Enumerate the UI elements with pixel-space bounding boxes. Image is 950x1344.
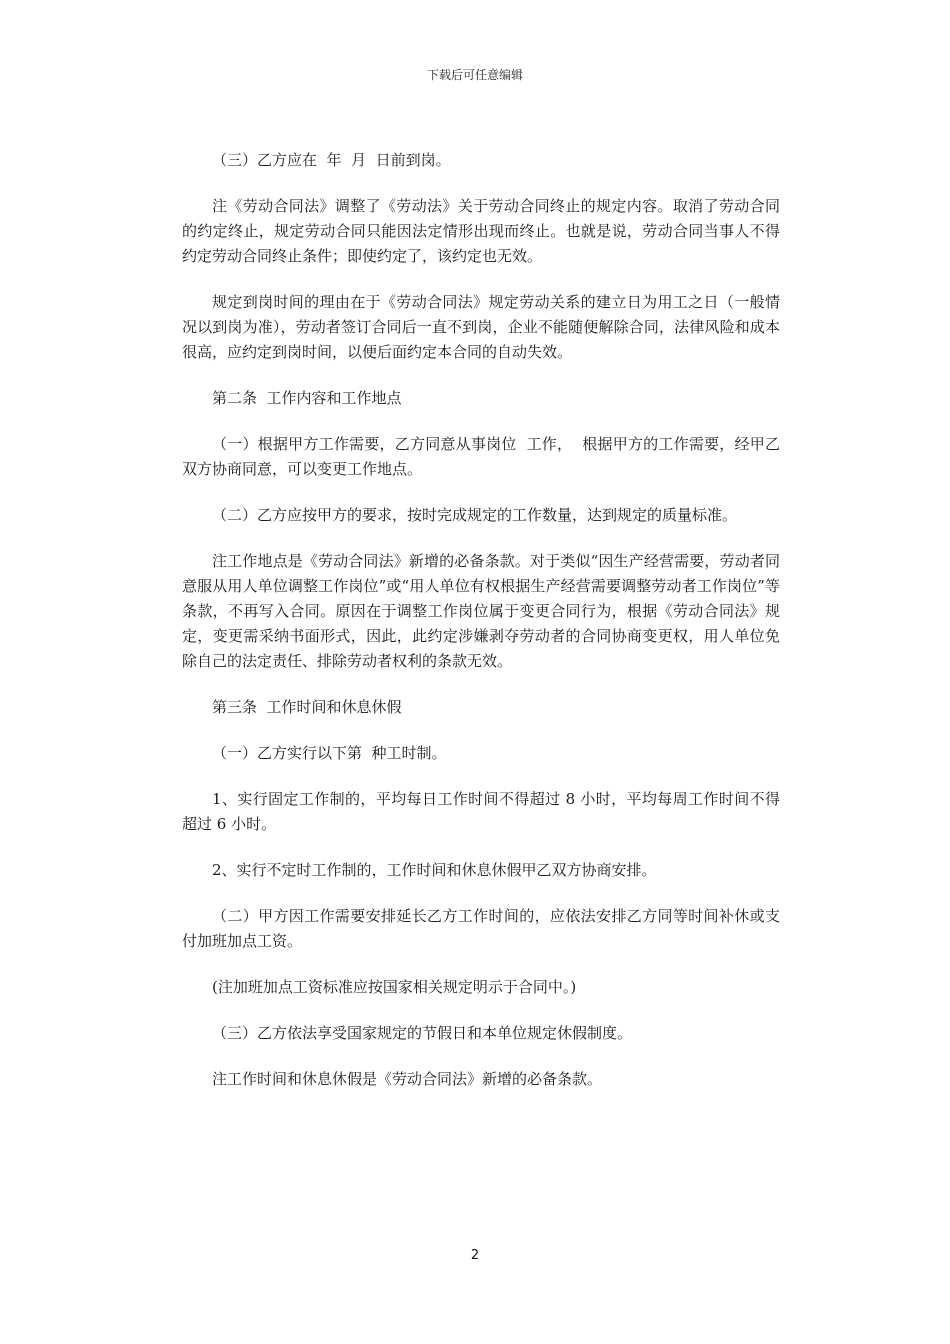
document-body <box>182 148 780 1113</box>
paragraph-note-workplace: 注工作地点是《劳动合同法》新增的必备条款。对于类似“因生产经营需要，劳动者同意服从用人单位调整工作岗位”或“用人单位有权根据生产经营需要调整劳动者工作岗位”等条款，不再写入合同。原因在于调整工作岗位属于变更合同行为，根据《劳动合同法》规定，变更需采纳书面形式，因此，此约定涉嫌剥夺劳动者的合同协商变更权，用人单位免除自己的法定责任、排除劳动者权利的条款无效。 <box>182 552 780 670</box>
paragraph-overtime: （二）甲方因工作需要安排延长乙方工作时间的，应依法安排乙方同等时间补休或支付加班加点工资。 <box>182 907 780 950</box>
paragraph-job-position: （一）根据甲方工作需要，乙方同意从事岗位 工作， 根据甲方的工作需要，经甲乙双方协商同意，可以变更工作地点。 <box>182 435 780 478</box>
paragraph-working-hours-system: （一）乙方实行以下第 种工时制。 <box>212 744 447 762</box>
paragraph-note-termination: 注《劳动合同法》调整了《劳动法》关于劳动合同终止的规定内容。取消了劳动合同的约定终止，规定劳动合同只能因法定情形出现而终止。也就是说，劳动合同当事人不得约定劳动合同终止条件；即使约定了，该约定也无效。 <box>182 197 780 265</box>
page-number: 2 <box>470 1248 480 1263</box>
section-heading-article-3: 第三条 工作时间和休息休假 <box>212 698 402 716</box>
paragraph-arrival-reason: 规定到岗时间的理由在于《劳动合同法》规定劳动关系的建立日为用工之日（一般情况以到岗为准），劳动者签订合同后一直不到岗，企业不能随便解除合同，法律风险和成本很高，应约定到岗时间，以便后面约定本合同的自动失效。 <box>182 293 780 361</box>
document-header: 下载后可任意编辑 <box>426 68 523 82</box>
paragraph-work-requirements: （二）乙方应按甲方的要求，按时完成规定的工作数量，达到规定的质量标准。 <box>212 506 738 524</box>
section-heading-article-2: 第二条 工作内容和工作地点 <box>212 389 402 407</box>
paragraph-note-rest: 注工作时间和休息休假是《劳动合同法》新增的必备条款。 <box>212 1070 603 1088</box>
paragraph-fixed-hours: 1、实行固定工作制的，平均每日工作时间不得超过 8 小时，平均每周工作时间不得超过 6 小时。 <box>182 790 780 833</box>
paragraph-flexible-hours: 2、实行不定时工作制的，工作时间和休息休假甲乙双方协商安排。 <box>212 861 657 879</box>
paragraph-note-overtime-pay: (注加班加点工资标准应按国家相关规定明示于合同中。) <box>212 978 577 996</box>
paragraph-holidays: （三）乙方依法享受国家规定的节假日和本单位规定休假制度。 <box>212 1024 633 1042</box>
paragraph-arrival-date: （三）乙方应在 年 月 日前到岗。 <box>212 151 451 169</box>
